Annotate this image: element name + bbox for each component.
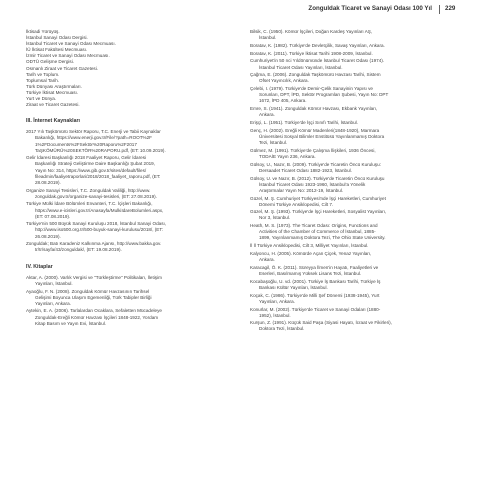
entry-line: Kocabaşoğlu, U. vd. (2001). Türkiye İş Bankası Tarihi, Türkiye İş [250, 278, 381, 284]
bibliography-entry [250, 293, 460, 305]
bibliography-entry [250, 162, 460, 174]
bibliography-entry [250, 128, 460, 146]
entry-line: Tezi, İstanbul. [259, 140, 288, 145]
entry-line: 1899, Yayınlanmamış Doktora Tezi, The Ohio State University. [259, 235, 386, 241]
bibliography-entry [250, 307, 460, 319]
bibliography-entry [250, 223, 460, 241]
periodical-item: Osmanlı Ziraat ve Ticaret Gazetesi. [26, 65, 98, 71]
entry-line: 1672, İPD 405, Ankara. [259, 98, 307, 104]
entry-line: Türkiye'nin 500 Büyük Sanayi Kuruluşu 2018, İstanbul Sanayi Odası, [26, 221, 167, 227]
books-list [26, 275, 221, 327]
periodical-item: Yurt ve Dünya. [26, 96, 57, 102]
bibliography-entry [250, 279, 460, 291]
entry-line: Yayınları, Ankara. [259, 298, 295, 304]
entry-line: TODAİE Yayın 236, Ankara. [259, 153, 316, 159]
entry-line: Kalyoncu, H. (2005). Kömürde Açan Çiçek, Yenaz Yayınları, [250, 251, 372, 256]
entry-line: Boratav, K. (2011). Türkiye İktisat Tarihi 1908-2009, İstanbul. [250, 50, 373, 56]
bibliography-entry [250, 243, 460, 249]
bibliography-list [250, 29, 460, 333]
entry-line: Kurşun, Z. (1991). Küçük Said Paşa (Siyasi Hayatı, İcraat ve Fikirleri), [250, 320, 392, 326]
periodical-item: Ziraat ve Ticaret Gazetesi. [26, 102, 80, 108]
book-entry [26, 308, 221, 326]
entry-line: Ankara. [259, 112, 275, 118]
entry-line: TaŞKÖMÜRÜ%20SEKTÖR%20RAPORU.pdf, (ET: 10.09.2019). [35, 147, 166, 153]
entry-line: Koçak, C. (1986). Türkiye'de Milli Şef Dönemi (1938-1945), Yurt [250, 292, 380, 298]
periodical-item: İstanbul Ticaret ve Sanayi Odası Mecmuası. [26, 41, 116, 47]
entry-line: tr/tr/sayfa/43/zonguldak/, (ET: 19.08.2019). [35, 247, 122, 253]
entry-line: Zonguldak; Batı Karadeniz Kalkınma Ajansı, http://www.bakka.gov. [26, 241, 162, 247]
entry-line: Güzel, M. Ş. Cumhuriyet Türkiyesi'nde İşçi Hareketleri, Cumhuriyet [250, 195, 386, 201]
entry-line: Gülsoy, U. ve Nazır, B. (2012). Türkiye'de Ticaretin Öncü Kuruluşu [250, 175, 385, 181]
entry-line: Aytekin, E. A. (2006). Tarlalardan Ocaklara, Sefaletten Mücadeleye [26, 308, 162, 314]
entry-line: zonguldak.gov.tr/organize-sanayi-tesisleri, (ET: 27.08.2019). [35, 193, 157, 199]
entry-line: Gelişimi Boyunca Ulaşım Egemenliği, Türk Tabipler Birliği [35, 294, 152, 300]
internet-sources-list [26, 129, 221, 253]
internet-source-entry [26, 155, 221, 185]
entry-line: Kitap Basım ve Yayın Evi, İstanbul. [35, 320, 107, 326]
entry-line: İstanbul Ticaret Odası 1923-1960, İstanbul'a Yönelik [259, 181, 366, 187]
entry-line: Karacagil, Ö. K. (2011). Süreyya İlmen'in Hayatı, Faaliyetleri ve [250, 264, 379, 270]
bibliography-entry [250, 86, 460, 104]
bibliography-entry [250, 120, 460, 126]
entry-line: Organize Sanayi Tesisleri, T.C. Zonguldak Valiliği, http://www. [26, 187, 151, 193]
entry-line: Doktora Tezi, İstanbul. [259, 326, 305, 332]
entry-line: Üniversitesi Sosyal Bilimler Enstitüsü Yayınlanmamış Doktora [259, 133, 385, 139]
internet-source-entry [26, 221, 221, 239]
entry-line: fileadmin/faaliyetraporlari/2018/2018_faaliyet_raporu.pdf, (ET: [35, 173, 161, 179]
entry-line: Erişçi, L. (1951). Türkiye'de İşçi Sınıfı Tarihi, İstanbul. [250, 120, 358, 126]
entry-line: Gülsoy, U., Nazır, B. (2009). Türkiye'de Ticaretin Öncü Kuruluşu: [250, 161, 381, 167]
entry-line: İstanbul Ticaret Odası Yayınları, İstanbul. [259, 64, 343, 70]
bibliography-entry [250, 265, 460, 277]
entry-line: Çağma, E. (2006). Zonguldak Taşkömürü Havzası Tarihi, Sistem [250, 72, 381, 78]
entry-line: Boratav, K. (1982). Türkiye'de Devletçilik, Savaş Yayınları, Ankara. [250, 42, 385, 48]
entry-line: Dersaadet Ticaret Odası 1882-1923, İstanbul. [259, 167, 352, 173]
bibliography-entry [250, 106, 460, 118]
bibliography-entry [250, 29, 460, 41]
entry-line: Heath, M. S. (1973). The Ticaret Odası: Origins, Functions and [250, 223, 378, 229]
internet-source-entry [26, 188, 221, 200]
periodical-item: İstanbul Sanayi Odası Dergisi. [26, 35, 88, 41]
bibliography-entry [250, 196, 460, 208]
entry-line: 1%2FDocuments%2FSektör%20Raporu%2F2017 [35, 141, 137, 147]
periodical-item: Tarih ve Toplum. [26, 71, 60, 77]
entry-line: Araştırmalar Yayın No: 2012-19, İstanbul. [259, 187, 344, 193]
bibliography-entry [250, 320, 460, 332]
right-column [250, 29, 460, 334]
entry-line: https://www.e-icisleri.gov.tr/Anasayfa/MulkiIdareBolumleri.aspx, [35, 207, 164, 213]
entry-line: Cumhuriyet'in 50 nci Yıldönümünde İstanbul Ticaret Odası (1974). [250, 58, 385, 64]
entry-line: Yayınları, İstanbul. [35, 280, 73, 286]
periodical-item: İzmir Ticaret ve Sanayi Odası Mecmuası. [26, 53, 110, 59]
entry-line: Aktar, A. (2000). Varlık Vergisi ve "Türkleştirme" Politikaları, İletişim [26, 274, 162, 280]
entry-line: Eserleri, Basılmamış Yüksek Lisans Tezi, İstanbul. [259, 270, 362, 276]
bibliography-entry [250, 43, 460, 49]
periodicals-list [26, 29, 221, 108]
bibliography-entry [250, 58, 460, 70]
entry-line: Zonguldak-Ereğli Kömür Havzası İşçileri 1848-1922, Yordam [35, 314, 159, 320]
page-number: 229 [445, 5, 456, 12]
entry-line: Genç, H. (2002). Ereğli Kömür Madenleri(1848-1920), Marmara [250, 127, 380, 133]
section-title-internet: III. İnternet Kaynakları [26, 118, 80, 125]
book-entry [26, 275, 221, 287]
section-title-books: IV. Kitaplar [26, 263, 53, 270]
entry-line: Çelebi, I. (1979). Türkiye'de Demir-Çelik Sanayinin Yapısı ve [250, 86, 373, 92]
periodical-item: ODTÜ Gelişme Dergisi. [26, 59, 74, 65]
entry-line: 2017 Yılı Taşkömürü Sektör Raporu, T.C. Enerji ve Tabii Kaynaklar [26, 129, 161, 135]
entry-line: Ofset Yayıncılık, Ankara. [259, 78, 309, 84]
entry-line: Ayaoğlu, F. N. (2008). Zonguldak Kömür Havzasının Tarihsel [26, 288, 150, 294]
entry-line: Nor 3, İstanbul. [259, 215, 291, 221]
entry-line: Bankası Kültür Yayınları, İstanbul. [259, 284, 328, 290]
bibliography-entry [250, 176, 460, 194]
entry-line: (ET: 07.08.2019). [35, 213, 71, 219]
periodical-item: İktisadi Yürüyüş. [26, 29, 60, 34]
entry-line: Konurlar, M. (2002). Türkiye'de Ticaret ve Sanayi Odaları (1880- [250, 306, 381, 312]
entry-line: 26.08.2019). [35, 233, 61, 239]
entry-line: Bilsik, C. (1950). Kömür İşçileri, Doğan Kardeş Yayınları AŞ, [250, 29, 373, 34]
internet-source-entry [26, 201, 221, 219]
entry-line: Gelir İdaresi Başkanlığı 2018 Faaliyet Raporu, Gelir İdaresi [26, 155, 147, 161]
entry-line: http://www.iso500.org.tr/500-buyuk-sanayi-kurulusu/2018/, (ET: [35, 227, 163, 233]
entry-line: İstanbul. [259, 35, 277, 41]
internet-source-entry [26, 241, 221, 253]
bibliography-entry [250, 51, 460, 57]
entry-line: Bakanlığı, https://www.enerji.gov.tr/File/?path=ROOT%2F [35, 135, 152, 141]
bibliography-entry [250, 148, 460, 160]
periodical-item: Türkiye İktisat Mecmuası. [26, 89, 79, 95]
entry-line: Gülmez, M. (1991). Türkiye'de Çalışma İlişkileri, 1936 Öncesi, [250, 147, 376, 153]
header-divider [439, 5, 440, 14]
entry-line: Dönemi Türkiye Ansiklopedisi, Cilt 7. [259, 201, 334, 207]
entry-line: Ankara. [259, 257, 275, 263]
bibliography-entry [250, 251, 460, 263]
periodical-item: Toplumsal Tarih. [26, 77, 60, 83]
periodical-item: Türk Dünyası Araştırmaları. [26, 83, 82, 89]
left-column [26, 29, 221, 328]
entry-line: Güzel, M. Ş. (1993). Türkiye'de İşçi Hareketleri, Sosyalist Yayınları, [250, 209, 387, 215]
entry-line: İl İl Türkiye Ansiklopedisi, Cilt 3, Milliyet Yayınları, İstanbul. [250, 243, 369, 249]
bibliography-entry [250, 72, 460, 84]
periodical-item: İÜ İktisat Fakültesi Mecmuası. [26, 47, 88, 53]
entry-line: 28.08.2019). [35, 179, 61, 185]
entry-line: Activities of the Chamber of Commerce of İstanbul, 1885- [259, 229, 376, 235]
book-entry [26, 289, 221, 307]
entry-line: 1952), İstanbul. [259, 312, 291, 318]
entry-line: Emre, S. (1941). Zonguldak Kömür Havzası, Ekbank Yayınları, [250, 106, 378, 112]
bibliography-entry [250, 209, 460, 221]
entry-line: Yayın No: 314, https://www.gib.gov.tr/sites/default/files/ [35, 167, 147, 173]
internet-source-entry [26, 129, 221, 153]
running-title: Zonguldak Ticaret ve Sanayi Odası 100 Yıl [308, 5, 432, 12]
page-header [0, 5, 480, 19]
entry-line: Sorunları, DPT, İPD, Sektör Programları Şubesi, Yayın No: DPT [259, 92, 389, 98]
entry-line: Başkanlığı Strateji Geliştirme Daire Başkanlığı Şubat 2019, [35, 161, 156, 167]
entry-line: Yayınları, Ankara. [35, 300, 71, 306]
entry-line: Türkiye Mülki İdare Bölümleri Envanteri, T.C. İçişleri Bakanlığı, [26, 201, 153, 207]
